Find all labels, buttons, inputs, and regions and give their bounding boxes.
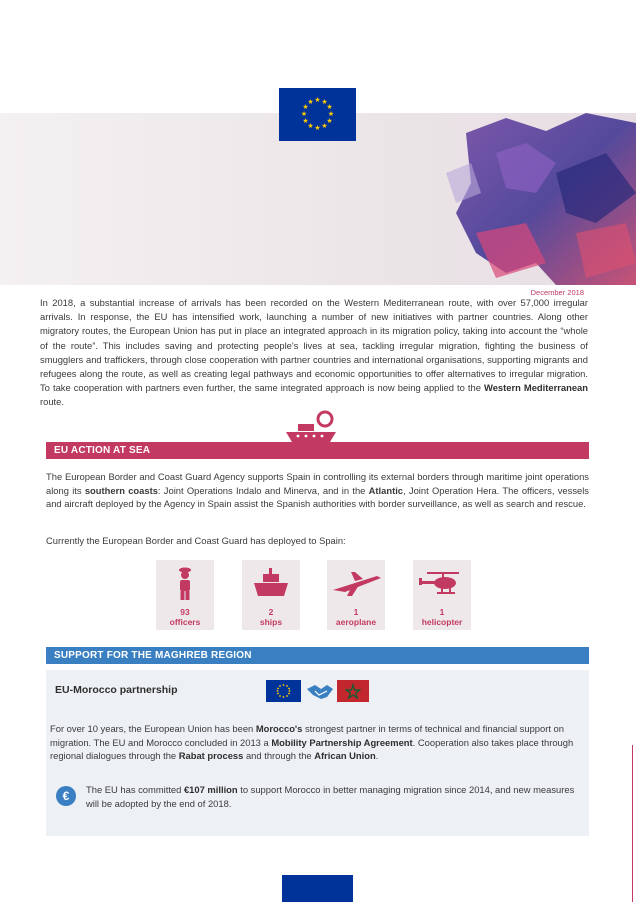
mor-text-4: and through the bbox=[243, 750, 315, 762]
svg-text:★: ★ bbox=[307, 98, 314, 106]
asset-tile-aeroplane bbox=[327, 560, 385, 630]
asset-count: 2 bbox=[268, 607, 274, 617]
intro-paragraph bbox=[40, 296, 588, 410]
funding-commitment bbox=[86, 783, 581, 810]
asset-count: 1 bbox=[439, 607, 445, 617]
asset-label: aeroplane bbox=[335, 617, 377, 627]
europe-map-graphic bbox=[436, 113, 636, 285]
svg-text:★: ★ bbox=[307, 122, 314, 130]
commit-amount: €107 million bbox=[183, 784, 238, 795]
helicopter-icon bbox=[413, 566, 471, 600]
svg-text:★: ★ bbox=[302, 117, 309, 125]
asset-tile-helicopter bbox=[413, 560, 471, 630]
page-edge-marker bbox=[632, 745, 635, 902]
commit-text-2: to support Morocco in better managing migration since 2014, and new measures will be adopted by the end of 2018. bbox=[86, 784, 575, 809]
svg-text:★: ★ bbox=[302, 103, 309, 111]
asset-tile-officers bbox=[156, 560, 214, 630]
intro-text: In 2018, a substantial increase of arrivals has been recorded on the Western Mediterranean route, with over 57,000 irregular arrivals. In response, the EU has intensified work, launching a number of new initiatives with partner countries. Along other migratory routes, the European Union has put in place an integrated approach in its migration policy, taking into account the “whole of the route”. This includes saving and protecting people's lives at sea, tackling irregular migration, fighting the business of smugglers and traffickers, through close cooperation with partner countries and international organisations, supporting migrants and refugees along the route, as well as creating legal pathways and economic opportunities to offer alternatives to irregular migration. To take cooperation with partners even further, the same integrated approach is now being applied to the bbox=[40, 297, 588, 394]
ship-icon bbox=[242, 566, 300, 600]
svg-text:★: ★ bbox=[321, 122, 328, 130]
rescue-ship-icon bbox=[284, 410, 338, 444]
sea-text-1: The European Border and Coast Guard Agency supports Spain in controlling its external borders through maritime joint operations along its bbox=[46, 471, 589, 496]
partnership-title: EU-Morocco partnership bbox=[55, 684, 178, 696]
intro-text-end: route. bbox=[40, 396, 64, 408]
section-heading-sea: EU ACTION AT SEA bbox=[46, 442, 589, 459]
asset-label: officers bbox=[169, 617, 201, 627]
sea-text-2: : Joint Operations Indalo and Minerva, and in the bbox=[157, 484, 369, 496]
eu-flag-small-icon bbox=[266, 680, 301, 702]
officer-icon bbox=[156, 566, 214, 600]
handshake-icon bbox=[305, 679, 335, 703]
asset-label: helicopter bbox=[421, 617, 463, 627]
sea-text-3: , Joint Operation Hera. The officers, vessels and aircraft deployed by the Agency in Spain assist the Spanish authorities with border surveillance, as well as search and rescue. bbox=[46, 484, 589, 510]
intro-bold: Western Mediterranean bbox=[484, 382, 588, 394]
morocco-paragraph bbox=[50, 722, 583, 763]
svg-text:★: ★ bbox=[326, 103, 333, 111]
asset-tile-ships bbox=[242, 560, 300, 630]
svg-text:★: ★ bbox=[327, 110, 335, 118]
mor-text-2: strongest partner in terms of technical and financial support on migration. The EU and Morocco concluded in 2013 a bbox=[50, 723, 564, 748]
svg-text:★: ★ bbox=[314, 124, 321, 132]
mor-bold-1: Morocco's bbox=[255, 723, 303, 734]
sea-paragraph bbox=[46, 470, 589, 511]
publication-date: December 2018 bbox=[530, 288, 584, 297]
svg-text:★: ★ bbox=[300, 110, 308, 118]
svg-text:★: ★ bbox=[314, 96, 321, 104]
footer-eu-bar bbox=[282, 875, 353, 902]
aeroplane-icon bbox=[327, 566, 385, 600]
euro-icon: € bbox=[56, 786, 76, 806]
asset-label: ships bbox=[259, 617, 283, 627]
section-heading-maghreb: SUPPORT FOR THE MAGHREB REGION bbox=[46, 647, 589, 664]
sea-bold-1: southern coasts bbox=[84, 484, 158, 496]
mor-bold-2: Mobility Partnership Agreement bbox=[271, 736, 413, 748]
commit-text-1: The EU has committed bbox=[86, 784, 184, 795]
mor-text-3: . Cooperation also takes place through regional dialogues through the bbox=[50, 736, 574, 762]
asset-count: 1 bbox=[353, 607, 359, 617]
deployment-intro: Currently the European Border and Coast Guard has deployed to Spain: bbox=[46, 535, 346, 546]
eu-flag-icon bbox=[279, 88, 356, 141]
sea-bold-2: Atlantic bbox=[368, 484, 404, 496]
mor-bold-3: Rabat process bbox=[178, 750, 244, 762]
morocco-flag-icon bbox=[337, 680, 369, 702]
svg-text:★: ★ bbox=[326, 117, 333, 125]
asset-count: 93 bbox=[180, 607, 190, 617]
svg-text:★: ★ bbox=[321, 98, 328, 106]
mor-text-1: For over 10 years, the European Union has been bbox=[50, 723, 256, 734]
mor-text-5: . bbox=[375, 750, 379, 762]
mor-bold-4: African Union bbox=[314, 750, 376, 762]
